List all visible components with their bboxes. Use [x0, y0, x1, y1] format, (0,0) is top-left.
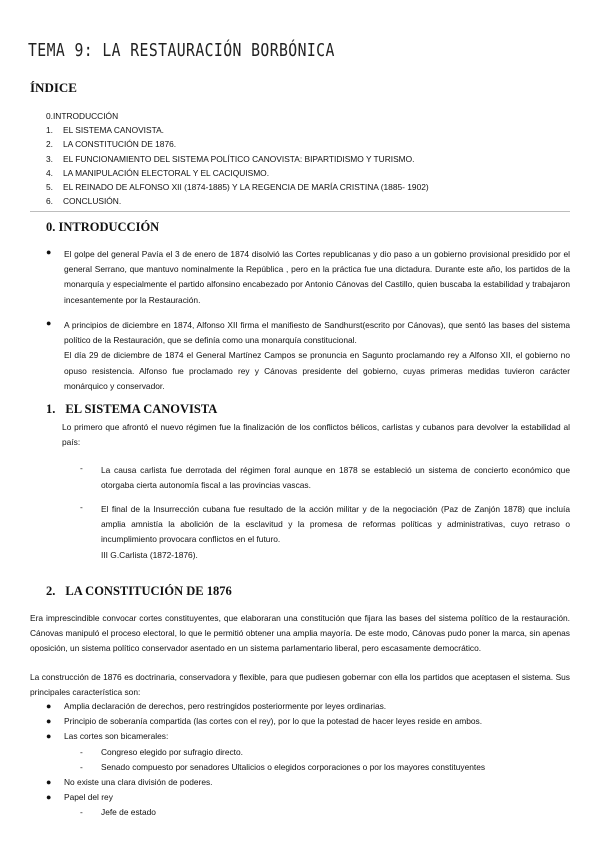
dash-icon: -	[80, 807, 83, 818]
toc-item[interactable]	[46, 166, 429, 180]
list-item	[46, 790, 570, 805]
canovista-dash-1	[80, 463, 570, 493]
intro-bullet-2-text-b: El día 29 de diciembre de 1874 el General Martínez Campos se pronuncia en Sagunto proclamando rey a Alfonso XII, el gobierno no opuso resistencia. Alfonso fue proclamado rey y Cánovas presidente del gobierno, cuyas primeras medidas tuvieron carácter monárquico y conservador.	[64, 350, 570, 391]
list-item-text: Papel del rey	[64, 792, 113, 803]
list-item	[46, 714, 570, 729]
toc-item[interactable]	[46, 137, 429, 151]
dash-icon: -	[80, 463, 83, 473]
section-title: EL SISTEMA CANOVISTA	[65, 402, 218, 416]
list-item-text: No existe una clara división de poderes.	[64, 777, 213, 788]
list-item	[46, 729, 570, 744]
list-item	[46, 699, 570, 714]
toc-item-label: EL REINADO DE ALFONSO XII (1874-1885) Y LA REGENCIA DE MARÍA CRISTINA (1885- 1902)	[63, 182, 429, 193]
constitucion-paragraph-1: Era imprescindible convocar cortes constituyentes, que elaboraran una constitución que fijara las bases del sistema político de la restauración. Cánovas manipuló el proceso electoral, lo que le permitió obtener una amplia mayoría. De este modo, Cánovas pudo poner la marca, sin apenas oposición, un sistema político conservador asentado en un sistema parlamentario liberal, pero escasamente democrático.	[30, 613, 570, 654]
dash-icon: -	[80, 761, 83, 772]
sub-list-item	[46, 745, 570, 760]
constitucion-characteristics-list	[46, 699, 570, 821]
canovista-dash-2	[80, 502, 570, 563]
constitucion-paragraph-2: La construcción de 1876 es doctrinaria, conservadora y flexible, para que pudiesen gobernar con ella los partidos que aceptasen el sistema. Sus principales característica son:	[30, 672, 570, 698]
section-heading-introduccion: 0. INTRODUCCIÓN	[46, 220, 160, 234]
toc-item[interactable]	[46, 123, 429, 137]
bullet-icon: ●	[46, 716, 52, 727]
toc-item[interactable]	[46, 109, 429, 123]
toc-item-label: 0.INTRODUCCIÓN	[46, 111, 119, 121]
canovista-dash-2-text: El final de la Insurrección cubana fue resultado de la acción militar y de la negociación (Paz de Zanjón 1878) que incluía amplia amnistía la abolición de la esclavitud y la promesa de reformas políticas y administrativas, cuyo retraso o incumplimiento provocara conflictos en el futuro.	[101, 504, 570, 545]
section-number: 1.	[46, 402, 56, 416]
toc-item-label: EL FUNCIONAMIENTO DEL SISTEMA POLÍTICO CANOVISTA: BIPARTIDISMO Y TURISMO.	[63, 153, 415, 164]
intro-bullet-1	[46, 247, 570, 308]
dash-icon: -	[80, 746, 83, 757]
index-heading: ÍNDICE	[30, 80, 77, 95]
canovista-intro-text: Lo primero que afrontó el nuevo régimen fue la finalización de los conflictos bélicos, carlistas y cubanos para devolver la estabilidad al país:	[62, 422, 570, 448]
toc-item-number: 6.	[46, 196, 53, 207]
bullet-icon: ●	[46, 247, 52, 257]
canovista-dash-2-note: III G.Carlista (1872-1876).	[101, 549, 198, 560]
toc-item-label: LA CONSTITUCIÓN DE 1876.	[63, 139, 177, 150]
list-item-text: Amplia declaración de derechos, pero restringidos posteriormente por leyes ordinarias.	[64, 701, 387, 711]
section-heading-constitucion	[46, 584, 232, 599]
toc-item-label: LA MANIPULACIÓN ELECTORAL Y EL CACIQUISMO.	[63, 167, 270, 178]
bullet-icon: ●	[46, 731, 52, 742]
section-number: 2.	[46, 584, 56, 598]
page-title: TEMA 9: LA RESTAURACIÓN BORBÓNICA	[28, 40, 335, 61]
toc-item[interactable]	[46, 194, 429, 208]
list-item	[46, 775, 570, 790]
list-item-text: Las cortes son bicamerales:	[64, 731, 169, 742]
section-title: LA CONSTITUCIÓN DE 1876	[65, 584, 232, 598]
intro-bullet-2	[46, 318, 570, 394]
bullet-icon: ●	[46, 701, 52, 711]
toc-item[interactable]	[46, 180, 429, 194]
toc-item-number: 3.	[46, 153, 53, 164]
sub-list-item-text: Senado compuesto por senadores Ultalicios o elegidos corporaciones o por los mayores constituyentes	[101, 761, 486, 772]
bullet-icon: ●	[46, 792, 52, 803]
intro-bullet-2-text-a: A principios de diciembre en 1874, Alfonso XII firma el manifiesto de Sandhurst(escrito por Cánovas), que sentó las bases del sistema político de la Restauración, que se definía como una monarquía constitucional.	[64, 320, 570, 346]
canovista-dash-1-text: La causa carlista fue derrotada del régimen foral aunque en 1878 se estableció un sistema de concierto económico que otorgaba cierta autonomía fiscal a las provincias vascas.	[101, 465, 570, 491]
divider	[30, 211, 570, 212]
toc-item-number: 1.	[46, 125, 53, 136]
toc-item-label: EL SISTEMA CANOVISTA.	[63, 125, 164, 136]
toc-item-number: 4.	[46, 167, 53, 178]
bullet-icon: ●	[46, 777, 52, 788]
table-of-contents	[46, 109, 429, 208]
section-heading-canovista	[46, 402, 217, 417]
sub-list-item-text: Jefe de estado	[101, 807, 156, 818]
intro-bullet-1-text: El golpe del general Pavía el 3 de enero de 1874 disolvió las Cortes republicanas y dio paso a un gobierno provisional presidido por el general Serrano, que mantuvo nominalmente la República , pero en la práctica fue una dictadura. Durante este año, los partidos de la monarquía y especialmente el partido alfonsino encabezado por Antonio Cánovas del Castillo, quien buscaba la estabilidad y trabajaron incesantemente por la Restauración.	[64, 249, 570, 305]
toc-item-number: 5.	[46, 182, 53, 193]
sub-list-item-text: Congreso elegido por sufragio directo.	[101, 746, 243, 757]
sub-list-item	[46, 805, 570, 820]
sub-list-item	[46, 760, 570, 775]
toc-item-label: CONCLUSIÓN.	[63, 196, 122, 207]
bullet-icon: ●	[46, 318, 52, 328]
dash-icon: -	[80, 502, 83, 512]
list-item-text: Principio de soberanía compartida (las cortes con el rey), por lo que la potestad de hacer leyes reside en ambos.	[64, 716, 483, 727]
toc-item[interactable]	[46, 152, 429, 166]
toc-item-number: 2.	[46, 139, 53, 150]
